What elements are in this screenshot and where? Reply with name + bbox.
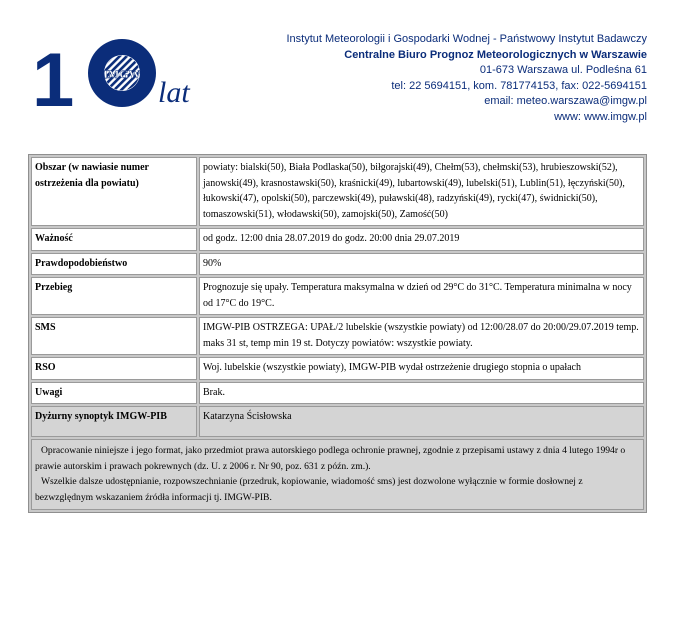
logo-number: 1 (32, 38, 75, 110)
table-row-probability (31, 253, 644, 276)
imgw-100-years-logo (32, 36, 202, 110)
row-label-sms: SMS (31, 317, 197, 355)
table-row-remarks (31, 382, 644, 405)
table-row-validity (31, 228, 644, 251)
logo-tagline: lat (158, 76, 190, 109)
copyright-paragraph-1: Opracowanie niniejsze i jego format, jako przedmiot prawa autorskiego podlega ochronie prawnej, zgodnie z przepisami ustawy z dnia 4 lutego 1994r o prawie autorskim i prawach pokrewnych (dz. U. z 2006 r. Nr 90, poz. 631 z późn. zm.). (35, 445, 626, 472)
address: 01-673 Warszawa ul. Podleśna 61 (479, 64, 647, 77)
row-label-rso: RSO (31, 357, 197, 380)
row-value-sms: IMGW-PIB OSTRZEGA: UPAŁ/2 lubelskie (wszystkie powiaty) od 12:00/28.07 do 20:00/29.07.2019 temp. maks 31 st, temp min 19 st. Dotyczy powiatów: wszystkie powiaty. (199, 317, 644, 355)
row-value-rso: Woj. lubelskie (wszystkie powiaty), IMGW-PIB wydał ostrzeżenie drugiego stopnia o upałach (199, 357, 644, 380)
table-row-area (31, 157, 644, 226)
row-label-validity: Ważność (31, 228, 197, 251)
row-value-validity: od godz. 12:00 dnia 28.07.2019 do godz. 20:00 dnia 29.07.2019 (199, 228, 644, 251)
bureau-name: Centralne Biuro Prognoz Meteorologicznych w Warszawie (344, 48, 647, 61)
table-row-forecaster (31, 406, 644, 437)
row-label-probability: Prawdopodobieństwo (31, 253, 197, 276)
table-row-copyright (31, 439, 644, 510)
row-value-area: powiaty: bialski(50), Biała Podlaska(50), biłgorajski(49), Chełm(53), chełmski(53), hrubieszowski(52), janowski(49), krasnostawski(50), kraśnicki(49), lubartowski(49), lubelski(51), Lublin(51), łęczyński(50), łukowski(47), opolski(50), parczewski(49), puławski(48), radzyński(49), rycki(47), świdnicki(50), tomaszowski(51), włodawski(50), zamojski(50), Zamość(50) (199, 157, 644, 226)
row-value-remarks: Brak. (199, 382, 644, 405)
copyright-paragraph-2: Wszelkie dalsze udostępnianie, rozpowszechnianie (przedruk, kopiowanie, wiadomość sms) jest dozwolone wyłącznie w formie dosłownej z bezwzględnym wskazaniem źródła informacji tj. IMGW-PIB. (35, 476, 583, 503)
logo-emblem-text: IMGW (103, 67, 141, 81)
table-row-course (31, 277, 644, 315)
row-label-area: Obszar (w nawiasie numer ostrzeżenia dla powiatu) (31, 157, 197, 226)
table-row-sms (31, 317, 644, 355)
row-label-course: Przebieg (31, 277, 197, 315)
warning-table (28, 154, 647, 513)
institute-header (286, 32, 647, 126)
website[interactable]: www: www.imgw.pl (554, 110, 647, 123)
table-row-rso (31, 357, 644, 380)
email[interactable]: email: meteo.warszawa@imgw.pl (484, 95, 647, 108)
row-label-remarks: Uwagi (31, 382, 197, 405)
row-value-probability: 90% (199, 253, 644, 276)
phone-numbers: tel: 22 5694151, kom. 781774153, fax: 022-5694151 (391, 79, 647, 92)
row-label-forecaster: Dyżurny synoptyk IMGW-PIB (31, 406, 197, 437)
row-value-forecaster: Katarzyna Ścisłowska (199, 406, 644, 437)
copyright-notice (31, 439, 644, 510)
institute-name: Instytut Meteorologii i Gospodarki Wodnej - Państwowy Instytut Badawczy (286, 33, 647, 45)
row-value-course: Prognozuje się upały. Temperatura maksymalna w dzień od 29°C do 31°C. Temperatura minimalna w nocy od 17°C do 19°C. (199, 277, 644, 315)
logo-graphic (32, 36, 202, 110)
